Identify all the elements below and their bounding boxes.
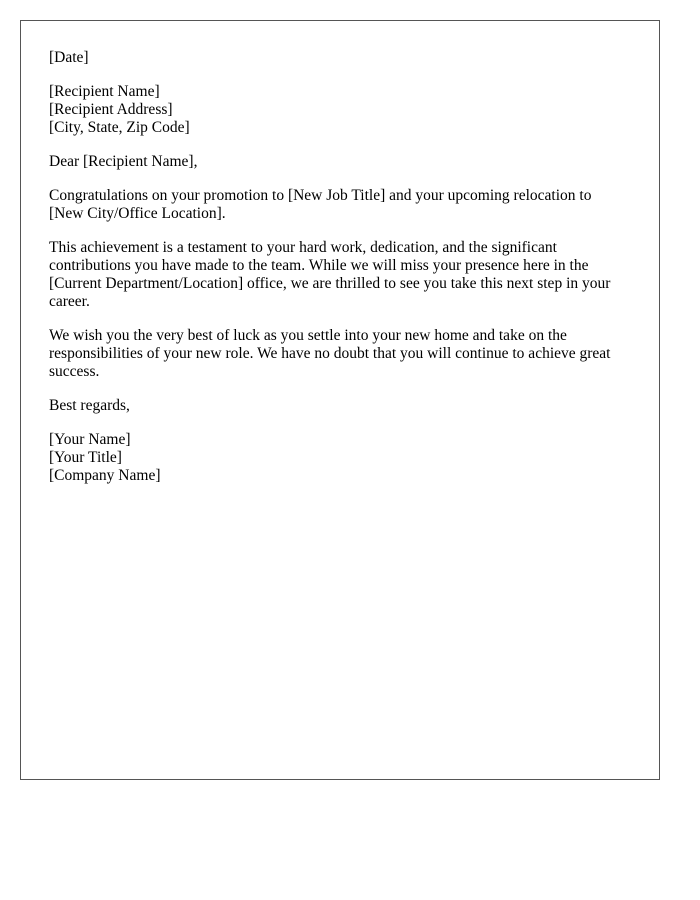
paragraph-line: responsibilities of your new role. We have no doubt that you will continue to achieve great xyxy=(49,345,611,362)
date-block xyxy=(49,49,639,67)
closing: Best regards, xyxy=(49,397,130,414)
paragraph-wishes xyxy=(49,327,639,381)
letter-page xyxy=(20,20,660,780)
recipient-address-block xyxy=(49,83,639,137)
recipient-address: [Recipient Address] xyxy=(49,101,173,118)
signature-title: [Your Title] xyxy=(49,449,122,466)
signature-block xyxy=(49,431,639,485)
paragraph-line: This achievement is a testament to your hard work, dedication, and the significant xyxy=(49,239,557,256)
signature-company: [Company Name] xyxy=(49,467,161,484)
recipient-city-state-zip: [City, State, Zip Code] xyxy=(49,119,190,136)
paragraph-congratulations xyxy=(49,187,639,223)
salutation: Dear [Recipient Name], xyxy=(49,153,198,170)
paragraph-line: [New City/Office Location]. xyxy=(49,205,226,222)
recipient-name: [Recipient Name] xyxy=(49,83,160,100)
paragraph-line: career. xyxy=(49,293,90,310)
paragraph-line: Congratulations on your promotion to [New Job Title] and your upcoming relocation to xyxy=(49,187,592,204)
paragraph-line: [Current Department/Location] office, we are thrilled to see you take this next step in your xyxy=(49,275,611,292)
paragraph-line: We wish you the very best of luck as you settle into your new home and take on the xyxy=(49,327,567,344)
paragraph-achievement xyxy=(49,239,639,311)
paragraph-line: success. xyxy=(49,363,100,380)
salutation-block xyxy=(49,153,639,171)
signature-name: [Your Name] xyxy=(49,431,131,448)
paragraph-line: contributions you have made to the team. While we will miss your presence here in the xyxy=(49,257,589,274)
letter-date: [Date] xyxy=(49,49,89,66)
closing-block xyxy=(49,397,639,415)
letter-body xyxy=(49,49,639,501)
